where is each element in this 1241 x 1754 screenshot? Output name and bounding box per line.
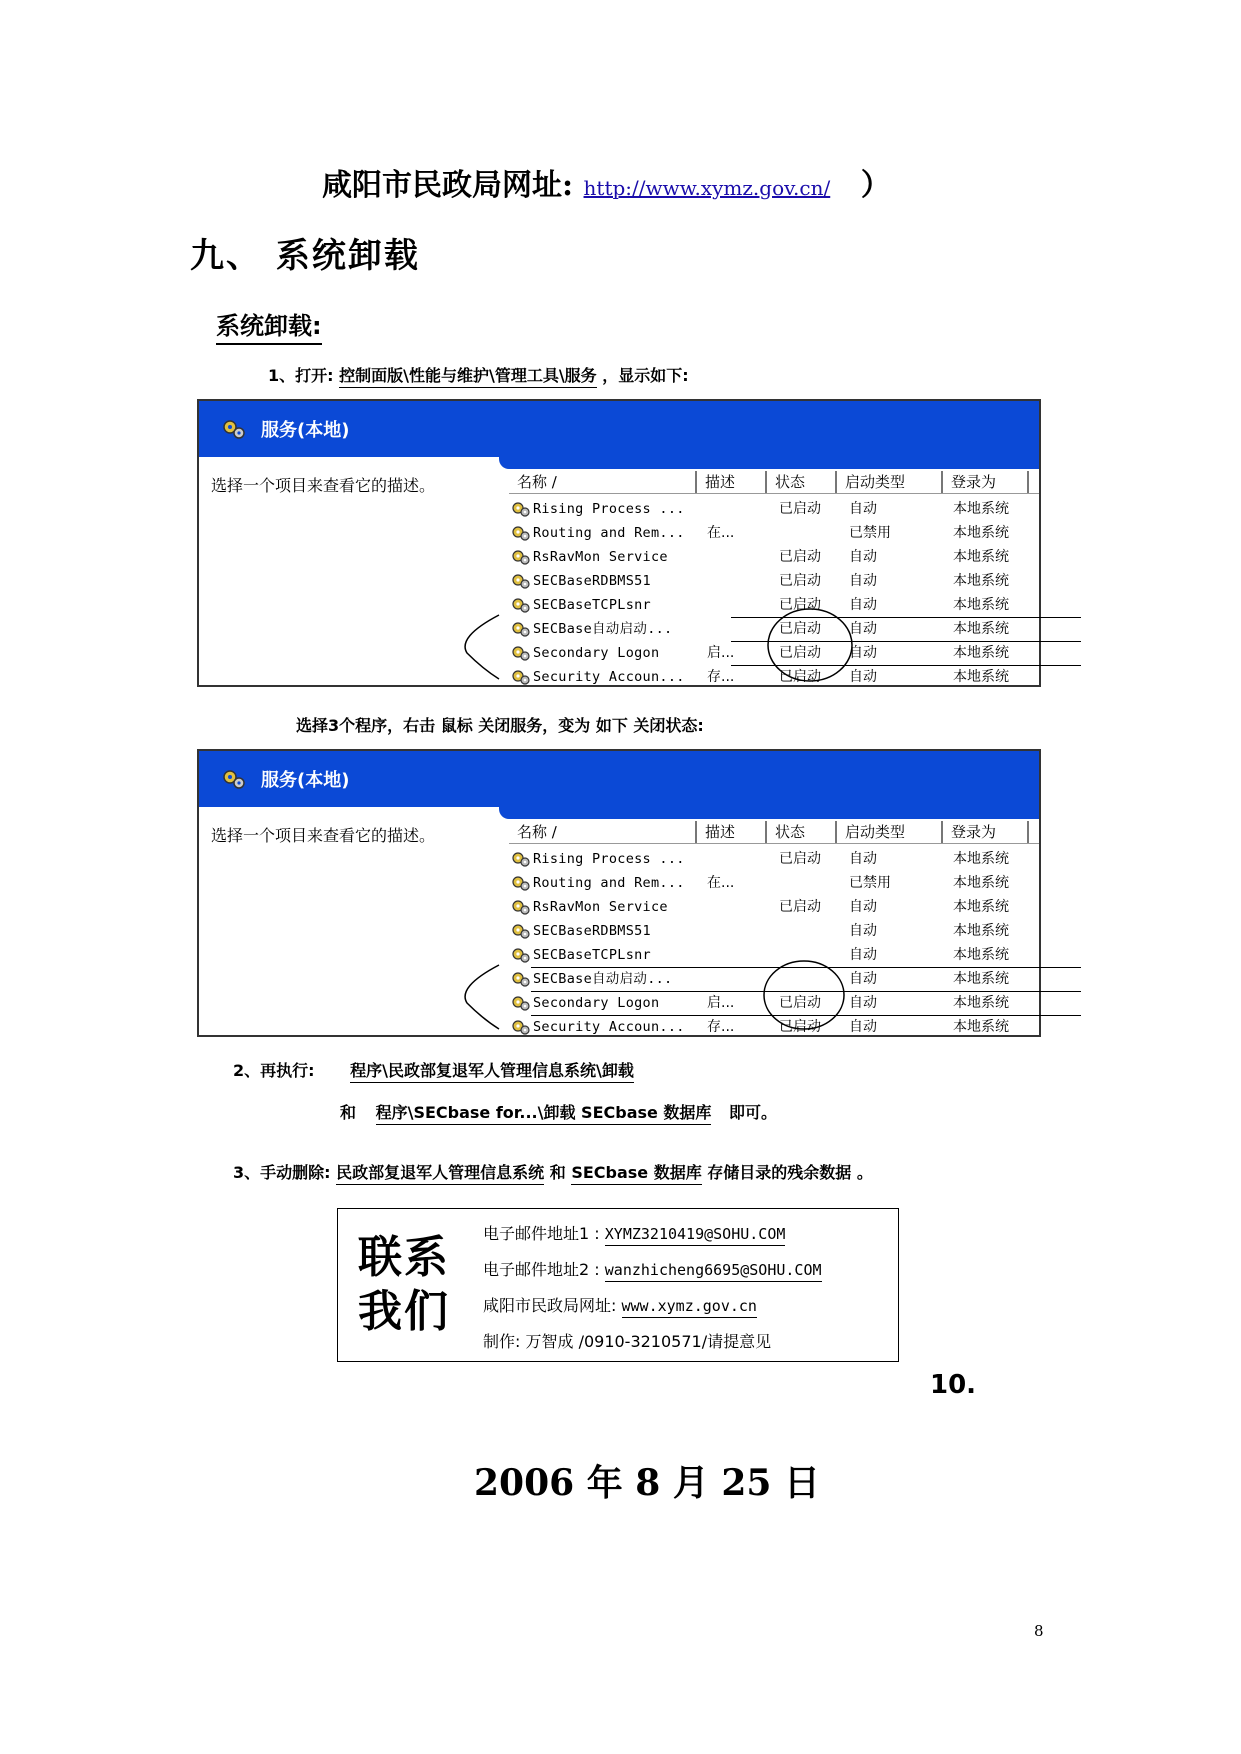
window-title: 服务(本地) [261,770,350,791]
service-name: Security Accoun... [533,669,685,685]
step1-num: 1、打开: [268,366,334,385]
step-mid: 选择3个程序，右击 鼠标 关闭服务，变为 如下 关闭状态: [296,716,704,735]
step3-part1: 民政部复退军人管理信息系统 [336,1163,544,1185]
service-status: 已启动 [779,597,821,613]
step3-and: 和 [549,1163,566,1182]
service-status: 已启动 [779,549,821,565]
service-name: SECBaseTCPLsnr [533,597,651,613]
service-logon: 本地系统 [953,995,1009,1011]
column-name[interactable]: 名称 ∕ [509,471,697,493]
service-logon: 本地系统 [953,525,1009,541]
service-startup-type: 自动 [849,899,877,915]
service-startup-type: 自动 [849,669,877,685]
annotation-marks [199,807,1039,1035]
service-name: RsRavMon Service [533,899,668,915]
service-logon: 本地系统 [953,669,1009,685]
step2-path1: 程序\民政部复退军人管理信息系统\卸载 [350,1061,634,1083]
website-link[interactable]: http://www.xymz.gov.cn/ [583,176,831,200]
services-window-before [197,399,1041,687]
service-name: Rising Process ... [533,501,685,517]
column-status[interactable]: 状态 [767,471,837,493]
service-startup-type: 自动 [849,645,877,661]
step2-label: 2、再执行: [233,1061,315,1080]
site-label: 咸阳市民政局网址: [483,1296,617,1315]
service-desc: 存... [707,669,735,685]
step1 [268,363,689,386]
service-name: SECBaseTCPLsnr [533,947,651,963]
step3-label: 3、手动删除: [233,1163,331,1182]
service-logon: 本地系统 [953,597,1009,613]
step2-line2 [340,1100,777,1123]
service-name: Routing and Rem... [533,525,685,541]
contact-title-line2: 我们 [358,1286,450,1337]
contact-site [483,1293,757,1316]
service-status: 已启动 [779,669,821,685]
service-name: RsRavMon Service [533,549,668,565]
service-status: 已启动 [779,501,821,517]
service-desc: 启... [707,645,735,661]
step3-part2: SECbase 数据库 [571,1163,701,1185]
column-description[interactable]: 描述 [697,821,767,843]
services-gear-icon [221,768,247,790]
window-body [199,457,1039,685]
service-startup-type: 自动 [849,573,877,589]
step3 [233,1160,873,1183]
contact-email1 [483,1221,785,1244]
service-desc: 在... [707,525,735,541]
service-startup-type: 自动 [849,501,877,517]
service-startup-type: 自动 [849,597,877,613]
window-titlebar [199,401,1039,457]
step3-suffix: 存储目录的残余数据 。 [707,1163,873,1182]
service-logon: 本地系统 [953,573,1009,589]
contact-title-line1: 联系 [358,1232,450,1283]
contact-box [337,1208,899,1362]
service-logon: 本地系统 [953,947,1009,963]
service-name: Security Accoun... [533,1019,685,1035]
service-startup-type: 已禁用 [849,875,891,891]
service-name: Secondary Logon [533,995,660,1011]
service-status: 已启动 [779,995,821,1011]
service-status: 已启动 [779,899,821,915]
service-name: SECBase自动启动... [533,621,673,637]
service-startup-type: 自动 [849,1019,877,1035]
service-startup-type: 已禁用 [849,525,891,541]
contact-email2 [483,1257,822,1280]
column-name[interactable]: 名称 ∕ [509,821,697,843]
email2-value[interactable]: wanzhicheng6695@SOHU.COM [605,1261,822,1282]
inline-page-number: 10. [930,1370,977,1400]
column-logon[interactable]: 登录为 [943,821,1029,843]
service-logon: 本地系统 [953,1019,1009,1035]
website-label: 咸阳市民政局网址: [322,168,574,203]
column-description[interactable]: 描述 [697,471,767,493]
service-startup-type: 自动 [849,947,877,963]
service-logon: 本地系统 [953,851,1009,867]
service-startup-type: 自动 [849,549,877,565]
service-status: 已启动 [779,851,821,867]
website-line [322,160,891,204]
service-status: 已启动 [779,621,821,637]
email2-label: 电子邮件地址2 : [483,1260,600,1279]
site-value[interactable]: www.xymz.gov.cn [622,1297,757,1318]
footer-page-number: 8 [1034,1622,1044,1640]
step2 [233,1058,634,1081]
annotation-marks [199,457,1039,685]
column-startup-type[interactable]: 启动类型 [837,821,943,843]
services-gear-icon [221,418,247,440]
subheading: 系统卸载: [216,306,322,345]
service-logon: 本地系统 [953,621,1009,637]
column-startup-type[interactable]: 启动类型 [837,471,943,493]
service-status: 已启动 [779,573,821,589]
service-startup-type: 自动 [849,923,877,939]
window-titlebar [199,751,1039,807]
window-description: 选择一个项目来查看它的描述。 [211,476,436,495]
service-status: 已启动 [779,1019,821,1035]
service-logon: 本地系统 [953,501,1009,517]
services-window-after [197,749,1041,1037]
service-name: Secondary Logon [533,645,660,661]
service-logon: 本地系统 [953,899,1009,915]
service-startup-type: 自动 [849,971,877,987]
service-desc: 启... [707,995,735,1011]
section-heading: 九、 系统卸载 [190,236,420,276]
document-date: 2006 年 8 月 25 日 [474,1462,821,1504]
window-description: 选择一个项目来查看它的描述。 [211,826,436,845]
service-status: 已启动 [779,645,821,661]
service-name: SECBaseRDBMS51 [533,573,651,589]
contact-maker: 制作: 万智成 /0910-3210571/请提意见 [483,1332,772,1351]
column-logon[interactable]: 登录为 [943,471,1029,493]
email1-label: 电子邮件地址1 : [483,1224,600,1243]
step1-suffix: ，显示如下: [602,366,689,385]
window-body [199,807,1039,1035]
service-startup-type: 自动 [849,995,877,1011]
step2-path2: 程序\SECbase for...\卸载 SECbase 数据库 [376,1103,712,1125]
service-name: SECBase自动启动... [533,971,673,987]
service-logon: 本地系统 [953,923,1009,939]
service-logon: 本地系统 [953,971,1009,987]
service-startup-type: 自动 [849,851,877,867]
window-title: 服务(本地) [261,420,350,441]
step1-path: 控制面版\性能与维护\管理工具\服务 [339,366,597,388]
service-logon: 本地系统 [953,549,1009,565]
service-name: Rising Process ... [533,851,685,867]
column-status[interactable]: 状态 [767,821,837,843]
service-name: SECBaseRDBMS51 [533,923,651,939]
step2-and: 和 [340,1103,357,1122]
step2-suffix: 即可。 [729,1103,778,1122]
service-name: Routing and Rem... [533,875,685,891]
service-logon: 本地系统 [953,875,1009,891]
service-logon: 本地系统 [953,645,1009,661]
contact-title [358,1231,450,1339]
website-suffix: ） [860,168,891,203]
service-desc: 在... [707,875,735,891]
service-desc: 存... [707,1019,735,1035]
email1-value[interactable]: XYMZ3210419@SOHU.COM [605,1225,786,1246]
service-startup-type: 自动 [849,621,877,637]
